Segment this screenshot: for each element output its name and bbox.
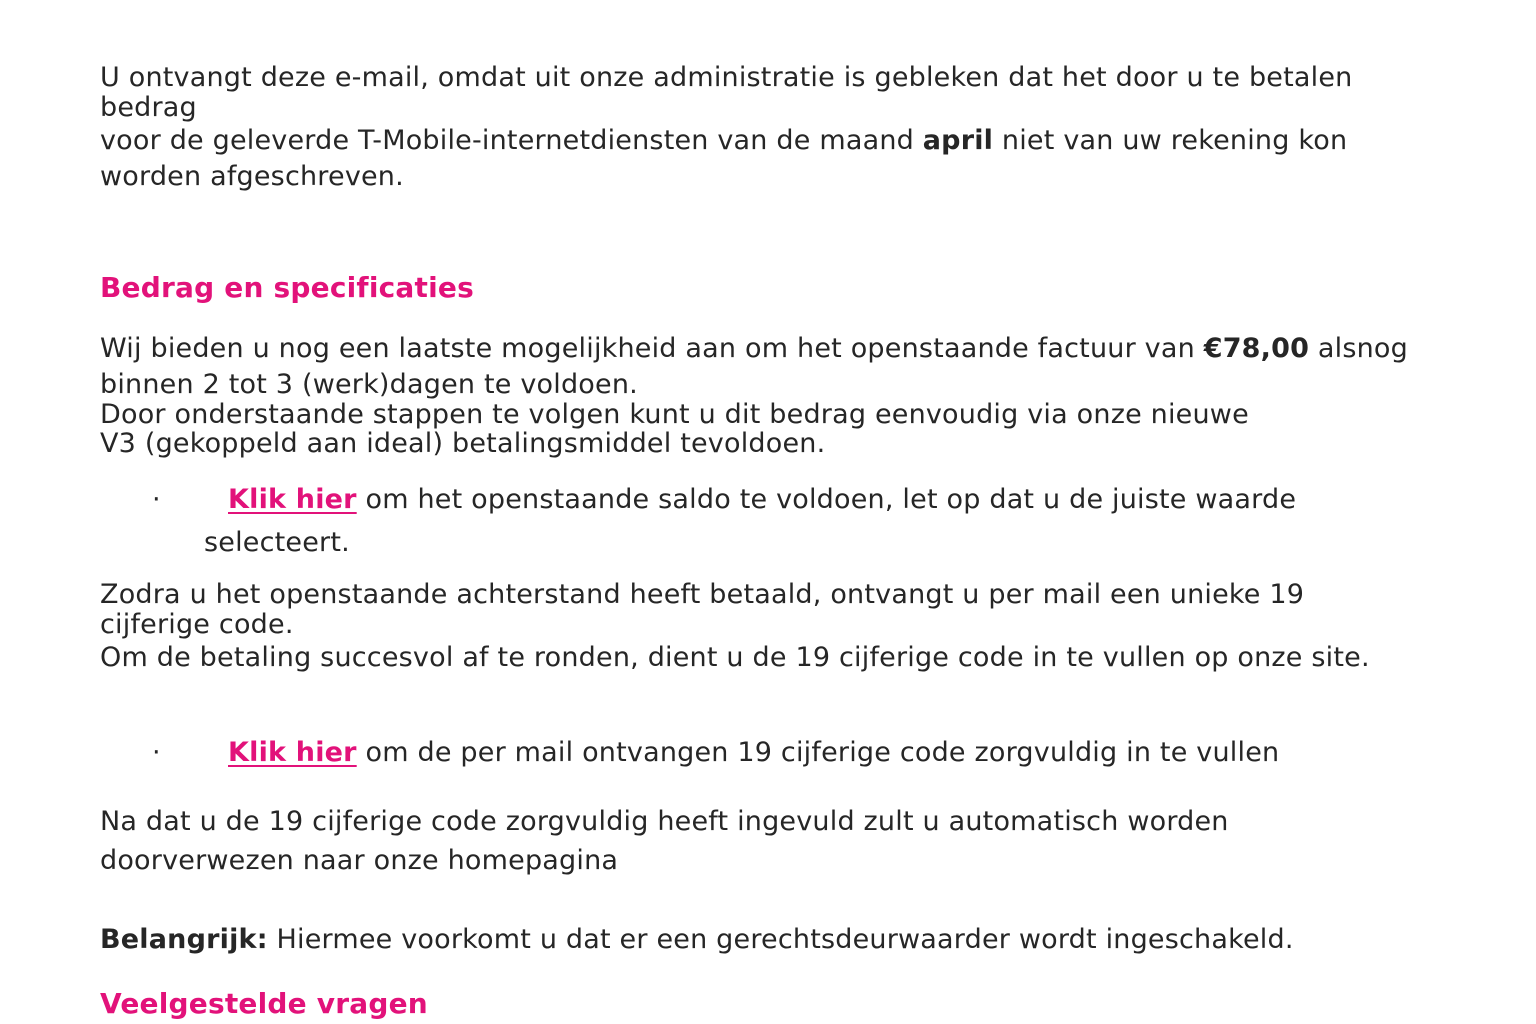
intro-line-2: bedrag <box>100 92 197 123</box>
code-line-3: Om de betaling succesvol af te ronden, dient u de 19 cijferige code in te vullen op onze site. <box>100 642 1370 673</box>
amount-line-1 <box>100 333 1408 365</box>
bullet-2-text: om de per mail ontvangen 19 cijferige code zorgvuldig in te vullen <box>356 737 1280 768</box>
code-line-1: Zodra u het openstaande achterstand heeft betaald, ontvangt u per mail een unieke 19 <box>100 579 1305 610</box>
intro-line-4: worden afgeschreven. <box>100 161 404 192</box>
pay-link[interactable]: Klik hier <box>228 484 357 515</box>
redirect-line-1: Na dat u de 19 cijferige code zorgvuldig heeft ingevuld zult u automatisch worden <box>100 806 1229 837</box>
amount-line-2: binnen 2 tot 3 (werk)dagen te voldoen. <box>100 369 638 400</box>
code-entry-link[interactable]: Klik hier <box>228 737 357 768</box>
intro-line-3 <box>100 125 1347 157</box>
important-text: Hiermee voorkomt u dat er een gerechtsdeurwaarder wordt ingeschakeld. <box>267 924 1294 955</box>
bullet-1-text: om het openstaande saldo te voldoen, let op dat u de juiste waarde <box>356 484 1297 515</box>
intro-month: april <box>922 125 994 156</box>
bullet-item-pay <box>228 484 1296 516</box>
bullet-item-pay-cont: selecteert. <box>204 527 350 558</box>
amount-line-1-start: Wij bieden u nog een laatste mogelijkheid aan om het openstaande factuur van <box>100 333 1204 364</box>
intro-line-3-end: niet van uw rekening kon <box>993 125 1348 156</box>
important-label: Belangrijk: <box>100 924 268 955</box>
amount-line-1-end: alsnog <box>1309 333 1408 364</box>
amount-value: €78,00 <box>1203 333 1310 364</box>
amount-line-4: V3 (gekoppeld aan ideal) betalingsmiddel tevoldoen. <box>100 428 826 459</box>
bullet-dot-1: · <box>152 484 161 515</box>
redirect-line-2: doorverwezen naar onze homepagina <box>100 845 619 876</box>
bullet-item-code <box>228 737 1279 769</box>
important-notice <box>100 924 1294 956</box>
section-heading-bedrag: Bedrag en specificaties <box>100 271 474 304</box>
intro-line-3-start: voor de geleverde T-Mobile-internetdiensten van de maand <box>100 125 923 156</box>
section-heading-faq: Veelgestelde vragen <box>100 987 428 1020</box>
code-line-2: cijferige code. <box>100 609 294 640</box>
email-body <box>100 0 1530 1024</box>
bullet-dot-2: · <box>152 737 161 768</box>
amount-line-3: Door onderstaande stappen te volgen kunt u dit bedrag eenvoudig via onze nieuwe <box>100 399 1249 430</box>
intro-line-1: U ontvangt deze e-mail, omdat uit onze administratie is gebleken dat het door u te betalen <box>100 62 1353 93</box>
